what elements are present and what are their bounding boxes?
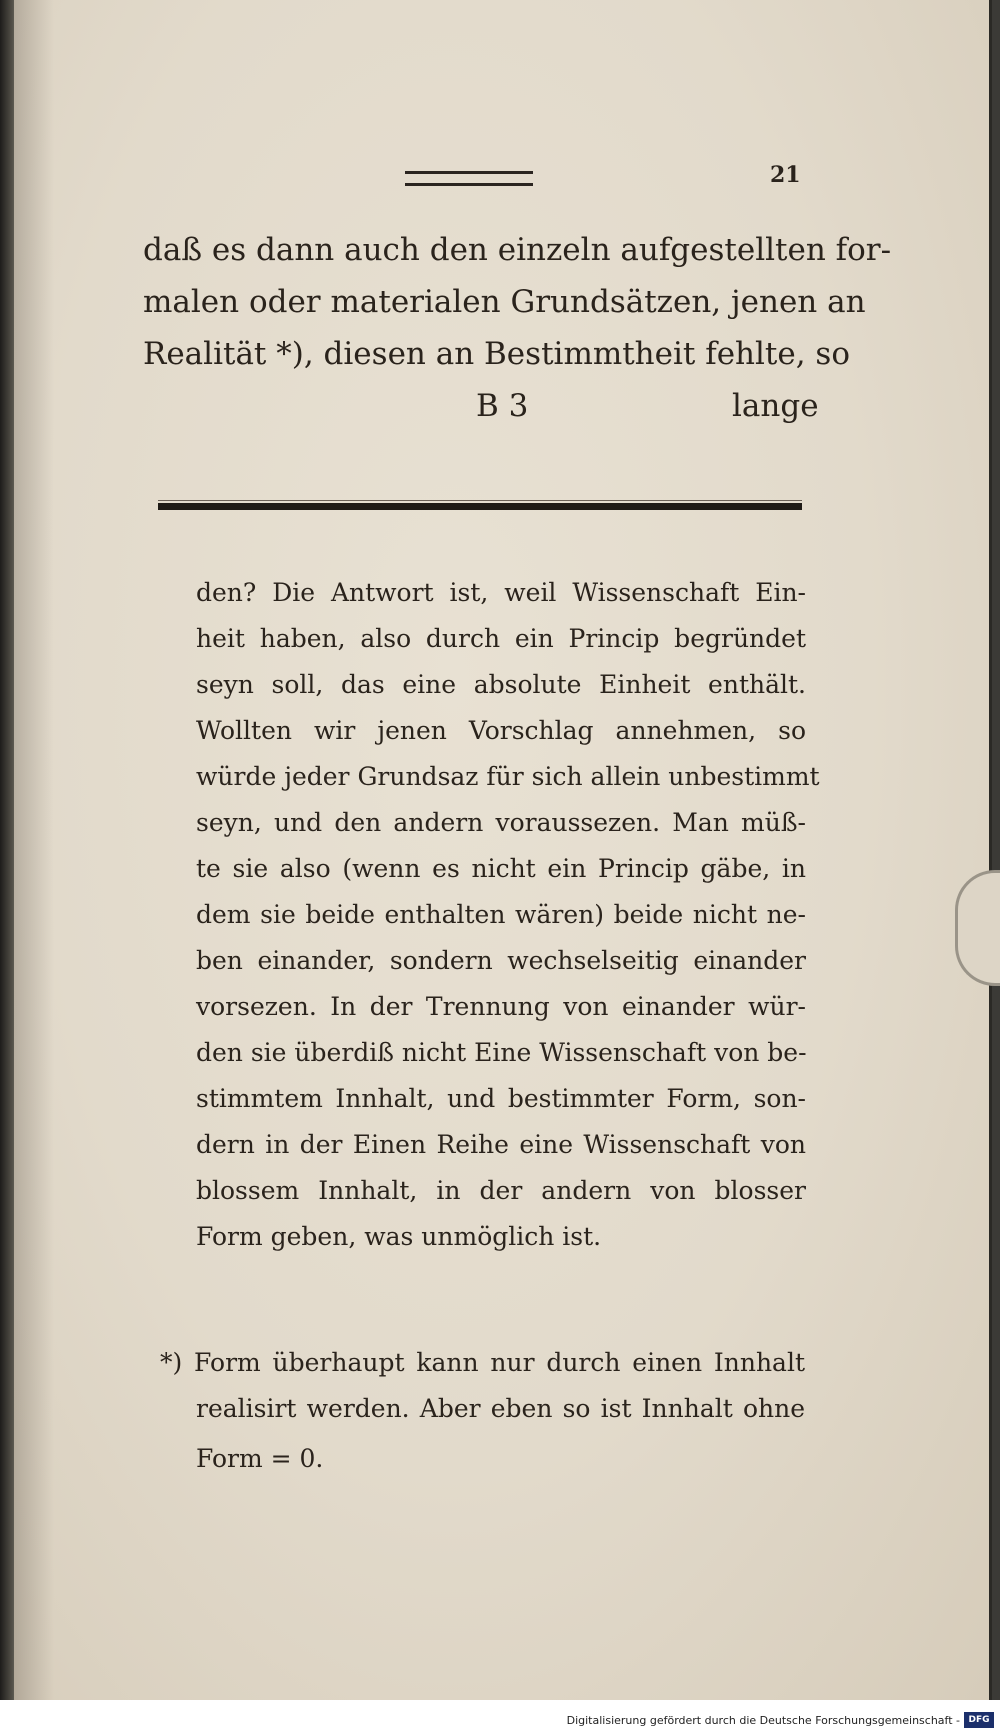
body-line: Wollten wir jenen Vorschlag annehmen, so <box>196 716 806 745</box>
body-line: dem sie beide enthalten wären) beide nicht ne- <box>196 900 806 929</box>
body-line: den? Die Antwort ist, weil Wissenschaft Ein- <box>196 578 806 607</box>
body-line: dern in der Einen Reihe eine Wissenschaft von <box>196 1130 806 1159</box>
footnote-line: *) Form überhaupt kann nur durch einen Innhalt <box>160 1348 805 1377</box>
dfg-logo: DFG <box>964 1712 994 1728</box>
body-line: vorsezen. In der Trennung von einander wür- <box>196 992 806 1021</box>
page-edge-shadow <box>14 0 54 1700</box>
upper-text-line: Realität *), diesen an Bestimmtheit fehlte, so <box>143 336 851 372</box>
body-line: te sie also (wenn es nicht ein Princip gäbe, in <box>196 854 806 883</box>
digitization-credit: Digitalisierung gefördert durch die Deutsche Forschungsgemeinschaft - <box>566 1714 960 1727</box>
body-line: würde jeder Grundsaz für sich allein unbestimmt <box>196 762 820 791</box>
header-ornament <box>405 171 533 186</box>
upper-text-line: malen oder materialen Grundsätzen, jenen an <box>143 284 866 320</box>
page-number: 21 <box>770 162 801 188</box>
body-line: Form geben, was unmöglich ist. <box>196 1222 602 1251</box>
catchword: lange <box>732 388 819 424</box>
body-line: ben einander, sondern wechselseitig einander <box>196 946 806 975</box>
footnote-line: Form = 0. <box>196 1444 324 1473</box>
body-line: seyn, und den andern voraussezen. Man müß- <box>196 808 806 837</box>
body-line: blossem Innhalt, in der andern von blosser <box>196 1176 806 1205</box>
divider-rule <box>158 503 802 510</box>
divider-rule-thin <box>158 500 802 501</box>
body-line: heit haben, also durch ein Princip begründet <box>196 624 806 653</box>
signature-mark: B 3 <box>476 388 529 424</box>
body-line: den sie überdiß nicht Eine Wissenschaft von be- <box>196 1038 807 1067</box>
footnote-line: realisirt werden. Aber eben so ist Innhalt ohne <box>196 1394 805 1423</box>
body-line: stimmtem Innhalt, und bestimmter Form, son- <box>196 1084 806 1113</box>
upper-text-line: daß es dann auch den einzeln aufgestellten for- <box>143 232 892 268</box>
body-line: seyn soll, das eine absolute Einheit enthält. <box>196 670 806 699</box>
page-tab-marker <box>955 870 1000 986</box>
